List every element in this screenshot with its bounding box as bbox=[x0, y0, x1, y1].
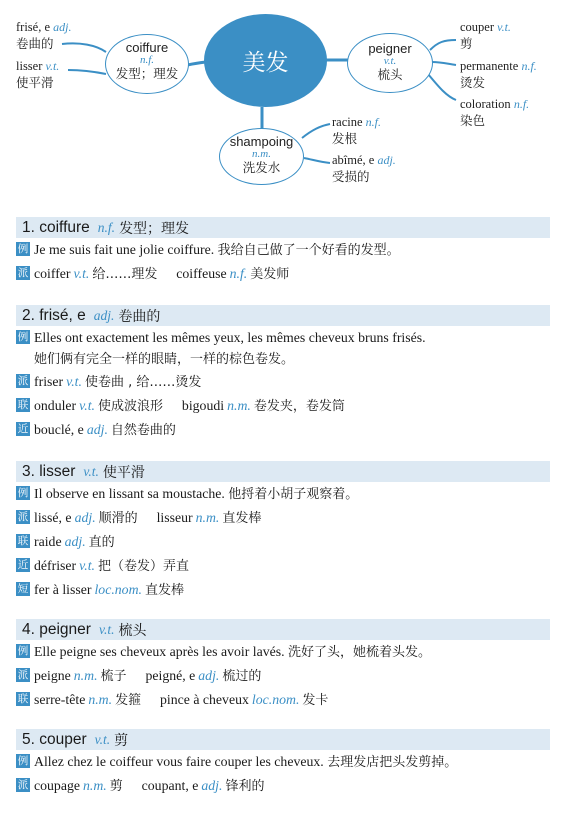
example-cn: 他捋着小胡子观察着。 bbox=[228, 487, 359, 502]
near-tag: 近 bbox=[17, 559, 29, 571]
term-pos: loc.nom. bbox=[251, 692, 300, 707]
entry-word: 5. couper bbox=[22, 730, 87, 748]
leaf-couper-pos: v.t. bbox=[497, 20, 511, 34]
example-cn: 她们俩有完全一样的眼睛，一样的棕色卷发。 bbox=[34, 352, 295, 367]
bubble-shampoing-word: shampoing bbox=[229, 134, 294, 149]
derived-tag: 派 bbox=[17, 375, 29, 387]
entry-meaning: 剪 bbox=[114, 732, 129, 749]
bubble-shampoing-cn: 洗发水 bbox=[242, 160, 281, 175]
leaf-couper bbox=[460, 20, 511, 53]
term-cn: 美发师 bbox=[250, 267, 290, 282]
derived-line bbox=[16, 506, 550, 530]
term-pos: n.m. bbox=[82, 778, 107, 793]
example-line bbox=[16, 750, 550, 774]
entry-heading bbox=[16, 619, 550, 640]
entry-word: 3. lisser bbox=[22, 462, 76, 480]
term-cn: 锋利的 bbox=[225, 779, 265, 794]
related-line bbox=[16, 688, 550, 712]
derived-tag: 派 bbox=[17, 779, 29, 791]
leaf-frise-word: frisé, e bbox=[16, 20, 51, 34]
entry-meaning: 梳头 bbox=[118, 622, 147, 639]
leaf-racine-pos: n.f. bbox=[365, 115, 381, 129]
example-tag: 例 bbox=[17, 331, 29, 343]
derived-tag: 派 bbox=[17, 267, 29, 279]
term-fr: défriser bbox=[34, 558, 77, 573]
bubble-coiffure bbox=[105, 34, 189, 94]
near-line bbox=[16, 554, 550, 578]
term-fr: bigoudi bbox=[181, 398, 225, 413]
example-line bbox=[16, 640, 550, 664]
entry-frise bbox=[16, 305, 550, 442]
leaf-lisser-word: lisser bbox=[16, 59, 43, 73]
term-fr: coupage bbox=[34, 778, 80, 793]
leaf-couper-cn: 剪 bbox=[460, 36, 473, 51]
near-tag: 近 bbox=[17, 423, 29, 435]
leaf-lisser-cn: 使平滑 bbox=[16, 75, 54, 90]
entry-couper bbox=[16, 729, 550, 798]
example-fr: Allez chez le coiffeur vous faire couper les cheveux. bbox=[34, 754, 324, 769]
example-tag: 例 bbox=[17, 243, 29, 255]
leaf-lisser bbox=[16, 59, 59, 92]
term-cn: 给……理发 bbox=[92, 267, 158, 282]
leaf-permanente-word: permanente bbox=[460, 59, 519, 73]
example-fr: Je me suis fait une jolie coiffure. bbox=[34, 242, 215, 257]
term-fr: fer à lisser bbox=[34, 582, 92, 597]
term-cn: 直的 bbox=[88, 535, 115, 550]
term-fr: onduler bbox=[34, 398, 77, 413]
related-line bbox=[16, 394, 550, 418]
example-fr: Elles ont exactement les mêmes yeux, les mêmes cheveux bruns frisés. bbox=[34, 330, 426, 345]
term-cn: 使卷曲 , 给……烫发 bbox=[84, 375, 202, 390]
term-pos: loc.nom. bbox=[94, 582, 142, 597]
example-cn: 我给自己做了一个好看的发型。 bbox=[217, 243, 400, 258]
leaf-racine-word: racine bbox=[332, 115, 363, 129]
term-pos: n.m. bbox=[227, 398, 251, 413]
derived-line bbox=[16, 664, 550, 688]
term-pos: adj. bbox=[198, 668, 220, 683]
term-pos: n.m. bbox=[195, 510, 220, 525]
entry-heading bbox=[16, 461, 550, 482]
term-fr: raide bbox=[34, 534, 62, 549]
term-pos: adj. bbox=[74, 510, 96, 525]
term-pos: adj. bbox=[201, 778, 223, 793]
term-cn: 梳过的 bbox=[222, 669, 262, 684]
leaf-abime-cn: 受损的 bbox=[332, 169, 370, 184]
term-pos: n.f. bbox=[229, 266, 248, 281]
entry-pos: v.t. bbox=[98, 621, 115, 637]
entry-word: 4. peigner bbox=[22, 620, 91, 638]
term-fr: coiffeuse bbox=[176, 266, 227, 281]
example-tag: 例 bbox=[17, 487, 29, 499]
related-line bbox=[16, 530, 550, 554]
entry-word: 2. frisé, e bbox=[22, 306, 86, 324]
term-fr: peigné, e bbox=[145, 668, 196, 683]
term-cn: 发箍 bbox=[115, 693, 142, 708]
bubble-peigner bbox=[347, 33, 433, 93]
term-cn: 剪 bbox=[109, 779, 123, 794]
term-fr: friser bbox=[34, 374, 64, 389]
bubble-coiffure-cn: 发型；理发 bbox=[115, 66, 179, 81]
term-fr: lissé, e bbox=[34, 510, 72, 525]
entry-heading bbox=[16, 217, 550, 238]
entry-peigner bbox=[16, 619, 550, 712]
bubble-coiffure-pos: n.f. bbox=[139, 54, 155, 66]
mind-map-center: 美发 bbox=[204, 14, 327, 107]
leaf-racine-cn: 发根 bbox=[332, 131, 358, 146]
leaf-coloration-pos: n.f. bbox=[513, 97, 530, 111]
leaf-frise bbox=[16, 20, 71, 53]
short-tag: 短 bbox=[17, 583, 29, 595]
term-cn: 直发棒 bbox=[144, 583, 184, 598]
leaf-abime-word: abîmé, e bbox=[332, 153, 375, 167]
term-pos: n.m. bbox=[88, 692, 113, 707]
leaf-abime bbox=[332, 153, 396, 186]
entry-pos: v.t. bbox=[94, 731, 111, 747]
bubble-shampoing bbox=[219, 128, 304, 185]
related-tag: 联 bbox=[17, 399, 29, 411]
entry-coiffure bbox=[16, 217, 550, 286]
derived-line bbox=[16, 370, 550, 394]
entry-pos: v.t. bbox=[83, 463, 99, 479]
leaf-coloration bbox=[460, 97, 529, 130]
leaf-permanente-pos: n.f. bbox=[521, 59, 537, 73]
term-cn: 把（卷发）弄直 bbox=[97, 559, 189, 574]
example-line bbox=[16, 326, 550, 349]
example-fr: Il observe en lissant sa moustache. bbox=[34, 486, 225, 501]
bubble-shampoing-pos: n.m. bbox=[252, 148, 271, 160]
term-fr: pince à cheveux bbox=[160, 692, 249, 707]
example-cn: 洗好了头，她梳着头发。 bbox=[288, 645, 432, 660]
entry-meaning: 发型；理发 bbox=[119, 220, 190, 237]
example-fr: Elle peigne ses cheveux après les avoir lavés. bbox=[34, 644, 285, 659]
term-pos: adj. bbox=[64, 534, 86, 549]
related-tag: 联 bbox=[17, 693, 29, 705]
term-cn: 自然卷曲的 bbox=[110, 423, 176, 438]
term-pos: n.m. bbox=[73, 668, 98, 683]
bubble-peigner-cn: 梳头 bbox=[377, 67, 403, 82]
entry-pos: adj. bbox=[93, 307, 115, 323]
example-line bbox=[16, 238, 550, 262]
entry-meaning: 卷曲的 bbox=[118, 308, 161, 325]
entry-meaning: 使平滑 bbox=[102, 464, 145, 481]
bubble-coiffure-word: coiffure bbox=[125, 40, 169, 55]
leaf-permanente-cn: 烫发 bbox=[460, 75, 486, 90]
short-line bbox=[16, 578, 550, 602]
leaf-frise-pos: adj. bbox=[53, 20, 72, 34]
term-cn: 梳子 bbox=[100, 669, 127, 684]
entry-heading bbox=[16, 729, 550, 750]
near-line bbox=[16, 418, 550, 442]
bubble-peigner-pos: v.t. bbox=[383, 55, 397, 67]
derived-tag: 派 bbox=[17, 511, 29, 523]
leaf-coloration-word: coloration bbox=[460, 97, 511, 111]
term-fr: serre-tête bbox=[34, 692, 86, 707]
term-pos: v.t. bbox=[79, 398, 95, 413]
derived-line bbox=[16, 774, 550, 798]
leaf-permanente bbox=[460, 59, 537, 92]
entry-word: 1. coiffure bbox=[22, 218, 90, 236]
leaf-coloration-cn: 染色 bbox=[460, 113, 486, 128]
term-pos: v.t. bbox=[79, 558, 95, 573]
leaf-lisser-pos: v.t. bbox=[45, 59, 60, 73]
term-cn: 发卡 bbox=[302, 693, 329, 708]
example-tag: 例 bbox=[17, 645, 29, 657]
term-fr: lisseur bbox=[156, 510, 193, 525]
term-pos: v.t. bbox=[66, 374, 82, 389]
term-fr: coiffer bbox=[34, 266, 71, 281]
entry-lisser bbox=[16, 461, 550, 602]
bubble-peigner-word: peigner bbox=[368, 41, 412, 56]
term-fr: bouclé, e bbox=[34, 422, 84, 437]
leaf-frise-cn: 卷曲的 bbox=[16, 36, 54, 51]
leaf-couper-word: couper bbox=[460, 20, 495, 34]
term-pos: v.t. bbox=[73, 266, 90, 281]
term-cn: 直发棒 bbox=[222, 511, 262, 526]
example-line bbox=[16, 482, 550, 506]
entry-pos: n.f. bbox=[97, 219, 116, 235]
example-tag: 例 bbox=[17, 755, 29, 767]
term-cn: 顺滑的 bbox=[98, 511, 138, 526]
related-tag: 联 bbox=[17, 535, 29, 547]
term-fr: coupant, e bbox=[141, 778, 199, 793]
derived-tag: 派 bbox=[17, 669, 29, 681]
entry-heading bbox=[16, 305, 550, 326]
term-fr: peigne bbox=[34, 668, 71, 683]
leaf-abime-pos: adj. bbox=[377, 153, 396, 167]
example-cn: 去理发店把头发剪掉。 bbox=[327, 755, 458, 770]
derived-line bbox=[16, 262, 550, 286]
term-cn: 使成波浪形 bbox=[98, 399, 164, 414]
term-pos: adj. bbox=[86, 422, 108, 437]
term-cn: 卷发夹，卷发筒 bbox=[253, 399, 345, 414]
leaf-racine bbox=[332, 115, 381, 148]
